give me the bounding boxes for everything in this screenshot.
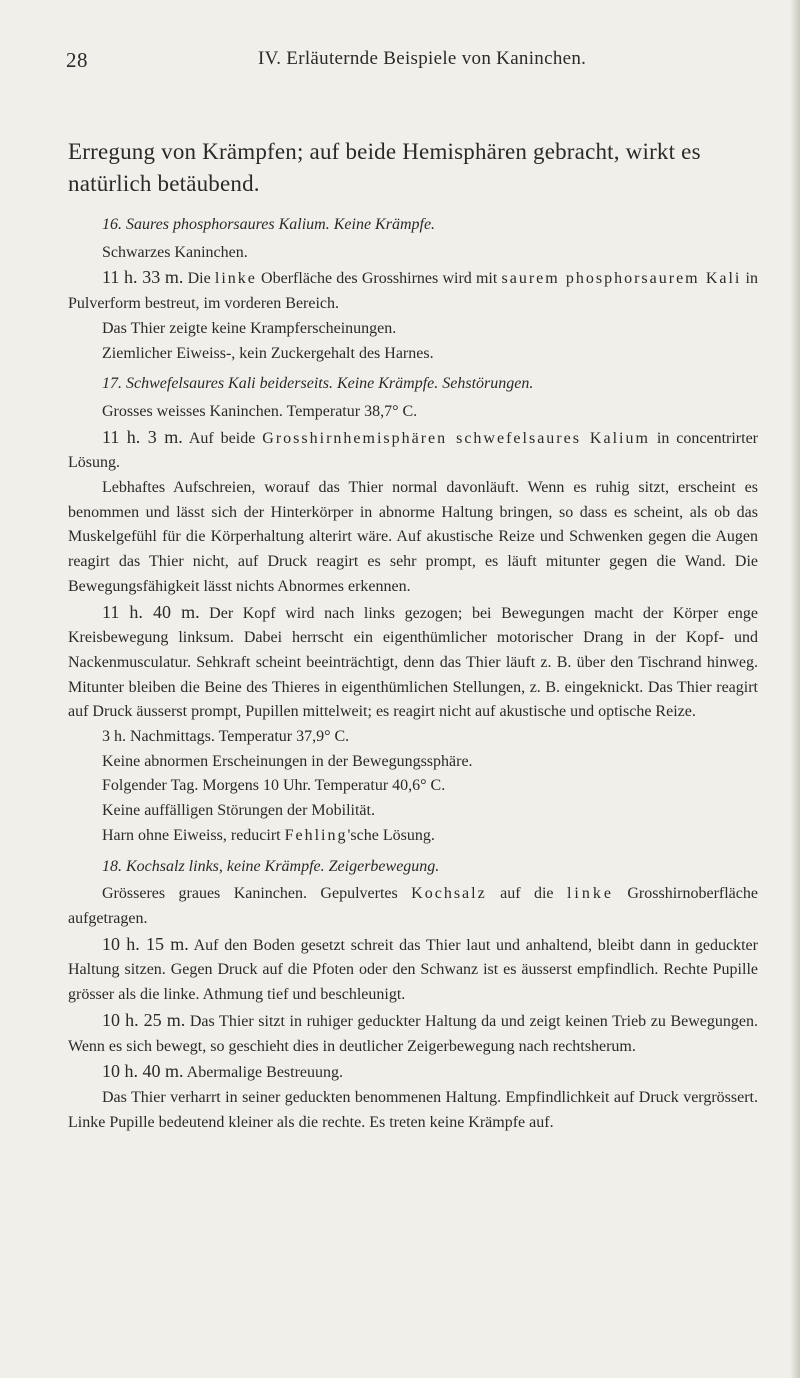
spaced-emphasis: saurem phosphorsaurem Kali bbox=[501, 270, 742, 288]
experiment-18-entry-3: 10 h. 40 m. Abermalige Bestreuung. bbox=[102, 1061, 344, 1082]
spaced-emphasis: linke bbox=[214, 270, 257, 288]
experiment-16-entry-3: Ziemlicher Eiweiss-, kein Zuckergehalt des Harnes. bbox=[102, 344, 434, 362]
experiment-18-entry-4: Das Thier verharrt in seiner geduckten benommenen Haltung. Empfindlichkeit auf Druck vergrössert. Linke Pupille bedeutend kleiner als die rechte. Es treten keine Krämpfe auf. bbox=[68, 1088, 758, 1131]
experiment-18-title: 18. Kochsalz links, keine Krämpfe. Zeigerbewegung. bbox=[102, 857, 440, 875]
experiment-18-entry-1: 10 h. 15 m. Auf den Boden gesetzt schreit das Thier laut und anhaltend, bleibt dann in geduckter Haltung sitzen. Gegen Druck auf die Pfoten oder den Schwanz ist es äusserst empfindlich. Rechte Pupille grösser als die linke. Athmung tief und beschleunigt. bbox=[68, 933, 758, 1004]
spaced-emphasis: linke bbox=[566, 885, 614, 903]
experiment-17-title: 17. Schwefelsaures Kali beiderseits. Keine Krämpfe. Sehstörungen. bbox=[102, 375, 534, 393]
intro-paragraph: Erregung von Krämpfen; auf beide Hemisphären gebracht, wirkt es natürlich betäubend. bbox=[68, 139, 701, 196]
experiment-17-entry-3: 11 h. 40 m. Der Kopf wird nach links gezogen; bei Bewegungen macht der Körper enge Kreisbewegung linksum. Dabei herrscht ein eigenthümlicher motorischer Drang in der Kopf- und Nackenmusculatur. Sehkraft scheint beeinträchtigt, denn das Thier läuft z. B. über den Tischrand hinweg. Mitunter bleiben die Beine des Thieres in eigenthümlichen Stellungen, z. B. eingeknickt. Das Thier reagirt auf Druck äusserst prompt, Pupillen mittelweit; es reagirt nicht auf akustische und optische Reize. bbox=[68, 601, 758, 721]
timestamp: 10 h. 40 m. bbox=[102, 1061, 184, 1082]
timestamp: 10 h. 25 m. bbox=[102, 1009, 186, 1030]
experiment-16-entry-1: 11 h. 33 m. Die linke Oberfläche des Grosshirnes wird mit saurem phosphorsaurem Kali in Pulverform bestreut, im vorderen Bereich. bbox=[68, 267, 759, 313]
timestamp: 11 h. 3 m. bbox=[102, 426, 183, 447]
page-edge-shadow bbox=[790, 0, 800, 1378]
experiment-17-entry-7: Keine auffälligen Störungen der Mobilität. bbox=[102, 802, 375, 820]
page-header bbox=[68, 48, 758, 78]
experiment-16-subject: Schwarzes Kaninchen. bbox=[102, 243, 248, 261]
experiment-17-entry-6: Folgender Tag. Morgens 10 Uhr. Temperatur 40,6° C. bbox=[102, 777, 446, 795]
experiment-17-subject: Grosses weisses Kaninchen. Temperatur 38,7° C. bbox=[102, 402, 418, 420]
spaced-emphasis: Fehling bbox=[284, 826, 348, 844]
experiment-17-entry-1: 11 h. 3 m. Auf beide Grosshirnhemisphären schwefelsaures Kalium in concentrirter Lösung. bbox=[68, 426, 759, 472]
experiment-17-entry-8: Harn ohne Eiweiss, reducirt Fehling'sche Lösung. bbox=[102, 826, 435, 844]
spaced-emphasis: Grosshirnhemisphären schwefelsaures Kalium bbox=[262, 429, 650, 447]
experiment-17-entry-2: Lebhaftes Aufschreien, worauf das Thier normal davonläuft. Wenn es ruhig sitzt, erscheint es benommen und lässt sich der Hinterkörper in abnorme Haltung bringen, so dass es scheint, als ob das Muskelgefühl für die Körperhaltung alterirt wäre. Auf akustische Reize und Schwenken gegen die Augen reagirt das Thier nicht, auf Druck reagirt es sehr prompt, es läuft mitunter gegen die Wand. Die Bewegungsfähigkeit lässt nichts Abnormes erkennen. bbox=[68, 479, 758, 595]
spaced-emphasis: Kochsalz bbox=[411, 885, 487, 903]
experiment-16-entry-2: Das Thier zeigte keine Krampferscheinungen. bbox=[102, 319, 397, 337]
book-page bbox=[68, 48, 758, 1135]
timestamp: 10 h. 15 m. bbox=[102, 933, 189, 954]
experiment-17-entry-5: Keine abnormen Erscheinungen in der Bewegungssphäre. bbox=[102, 752, 473, 770]
experiment-17-entry-4: 3 h. Nachmittags. Temperatur 37,9° C. bbox=[102, 728, 350, 746]
running-head: IV. Erläuternde Beispiele von Kaninchen. bbox=[258, 48, 587, 69]
timestamp: 11 h. 40 m. bbox=[102, 601, 200, 622]
experiment-18-entry-2: 10 h. 25 m. Das Thier sitzt in ruhiger geduckter Haltung da und zeigt keinen Trieb zu Bewegungen. Wenn es sich bewegt, so geschieht dies in deutlicher Zeigerbewegung nach rechtsherum. bbox=[68, 1009, 758, 1055]
page-number: 28 bbox=[66, 48, 88, 72]
experiment-16-title: 16. Saures phosphorsaures Kalium. Keine Krämpfe. bbox=[102, 216, 436, 233]
experiment-18-subject: Grösseres graues Kaninchen. Gepulvertes Kochsalz auf die linke Grosshirnoberfläche aufgetragen. bbox=[68, 885, 758, 927]
timestamp: 11 h. 33 m. bbox=[102, 267, 184, 288]
experiment-body bbox=[68, 213, 758, 1135]
